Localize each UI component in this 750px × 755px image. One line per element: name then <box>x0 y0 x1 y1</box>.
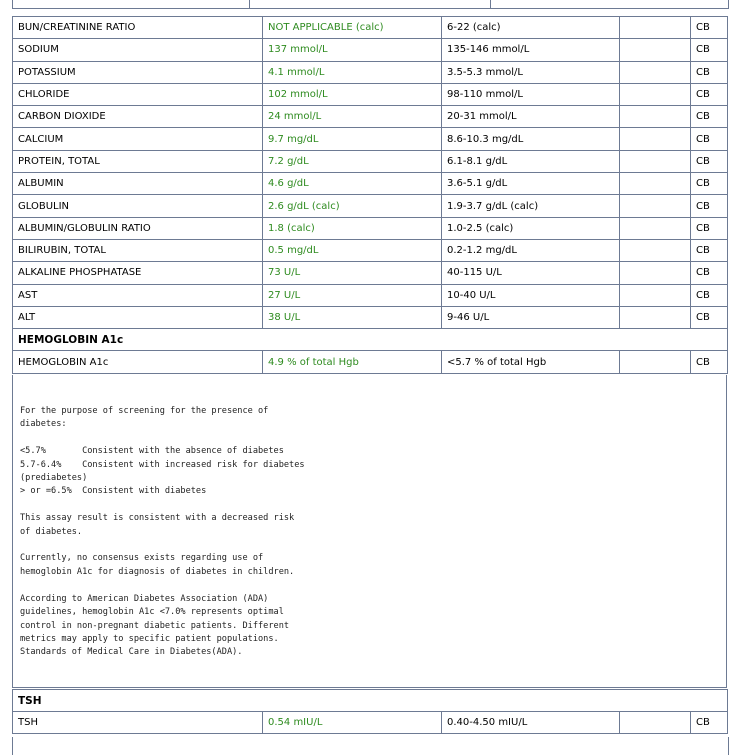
section-header-row <box>13 329 728 351</box>
flag-cell <box>620 351 691 373</box>
test-name: ALBUMIN <box>13 173 263 195</box>
table-row <box>13 351 728 373</box>
test-name: BUN/CREATININE RATIO <box>13 17 263 39</box>
test-name: ALKALINE PHOSPHATASE <box>13 262 263 284</box>
flag-cell <box>620 284 691 306</box>
reference-range: 135-146 mmol/L <box>442 39 620 61</box>
result-value: 4.1 mmol/L <box>263 61 442 83</box>
reference-range: 6.1-8.1 g/dL <box>442 150 620 172</box>
chemistry-results-table <box>12 16 728 374</box>
test-name: CHLORIDE <box>13 83 263 105</box>
flag-cell <box>620 712 691 734</box>
result-value: 38 U/L <box>263 306 442 328</box>
reference-range: 0.2-1.2 mg/dL <box>442 239 620 261</box>
reference-range: 6-22 (calc) <box>442 17 620 39</box>
result-value: 0.54 mIU/L <box>263 712 442 734</box>
lab-code: CB <box>691 17 728 39</box>
test-name: GLOBULIN <box>13 195 263 217</box>
table-row <box>13 17 728 39</box>
test-name: SODIUM <box>13 39 263 61</box>
hba1c-comment-box <box>12 375 727 688</box>
table-row <box>13 128 728 150</box>
section-title-tsh: TSH <box>13 690 728 712</box>
table-row <box>13 106 728 128</box>
result-value: 27 U/L <box>263 284 442 306</box>
lab-code: CB <box>691 83 728 105</box>
flag-cell <box>620 173 691 195</box>
reference-range: 8.6-10.3 mg/dL <box>442 128 620 150</box>
reference-range: 9-46 U/L <box>442 306 620 328</box>
next-section-remnant <box>12 737 729 755</box>
test-name: TSH <box>13 712 263 734</box>
test-name: HEMOGLOBIN A1c <box>13 351 263 373</box>
flag-cell <box>620 17 691 39</box>
result-value: 102 mmol/L <box>263 83 442 105</box>
section-header-row <box>13 690 728 712</box>
lab-code: CB <box>691 106 728 128</box>
section-title-hba1c: HEMOGLOBIN A1c <box>13 329 728 351</box>
result-value: NOT APPLICABLE (calc) <box>263 17 442 39</box>
column-divider <box>249 0 250 8</box>
lab-code: CB <box>691 61 728 83</box>
test-name: ALT <box>13 306 263 328</box>
result-value: 7.2 g/dL <box>263 150 442 172</box>
lab-code: CB <box>691 239 728 261</box>
result-value: 24 mmol/L <box>263 106 442 128</box>
result-value: 9.7 mg/dL <box>263 128 442 150</box>
flag-cell <box>620 195 691 217</box>
test-name: CARBON DIOXIDE <box>13 106 263 128</box>
chemistry-rows <box>13 17 728 329</box>
result-value: 4.6 g/dL <box>263 173 442 195</box>
lab-code: CB <box>691 217 728 239</box>
table-row <box>13 262 728 284</box>
flag-cell <box>620 217 691 239</box>
lab-code: CB <box>691 195 728 217</box>
reference-range: 1.9-3.7 g/dL (calc) <box>442 195 620 217</box>
reference-range: 20-31 mmol/L <box>442 106 620 128</box>
hba1c-section <box>13 329 728 374</box>
table-row <box>13 150 728 172</box>
lab-code: CB <box>691 351 728 373</box>
flag-cell <box>620 61 691 83</box>
test-name: BILIRUBIN, TOTAL <box>13 239 263 261</box>
lab-code: CB <box>691 712 728 734</box>
lab-code: CB <box>691 173 728 195</box>
reference-range: 98-110 mmol/L <box>442 83 620 105</box>
reference-range: 0.40-4.50 mIU/L <box>442 712 620 734</box>
result-value: 2.6 g/dL (calc) <box>263 195 442 217</box>
previous-row-remnant <box>12 0 729 9</box>
column-divider <box>490 0 491 8</box>
lab-code: CB <box>691 284 728 306</box>
result-value: 0.5 mg/dL <box>263 239 442 261</box>
result-value: 1.8 (calc) <box>263 217 442 239</box>
reference-range: 3.5-5.3 mmol/L <box>442 61 620 83</box>
table-row <box>13 712 728 734</box>
reference-range: 40-115 U/L <box>442 262 620 284</box>
flag-cell <box>620 39 691 61</box>
flag-cell <box>620 128 691 150</box>
table-row <box>13 173 728 195</box>
reference-range: <5.7 % of total Hgb <box>442 351 620 373</box>
table-row <box>13 306 728 328</box>
lab-code: CB <box>691 150 728 172</box>
result-value: 137 mmol/L <box>263 39 442 61</box>
flag-cell <box>620 106 691 128</box>
reference-range: 10-40 U/L <box>442 284 620 306</box>
hba1c-comment-text: For the purpose of screening for the presence of diabetes: <5.7% Consistent with the absence of diabetes 5.7-6.4% Consistent with increased risk for diabetes (prediabetes) > or =6.5% Consistent with diabetes This assay result is consistent with a decreased risk of diabetes. Currently, no consensus exists regarding use of hemoglobin A1c for diagnosis of diabetes in children. According to American Diabetes Association (ADA) guidelines, hemoglobin A1c <7.0% represents optimal control in non-pregnant diabetic patients. Different metrics may apply to specific patient populations. Standards of Medical Care in Diabetes(ADA). <box>20 406 305 658</box>
test-name: PROTEIN, TOTAL <box>13 150 263 172</box>
table-row <box>13 195 728 217</box>
reference-range: 1.0-2.5 (calc) <box>442 217 620 239</box>
result-value: 4.9 % of total Hgb <box>263 351 442 373</box>
lab-code: CB <box>691 306 728 328</box>
flag-cell <box>620 306 691 328</box>
table-row <box>13 239 728 261</box>
test-name: POTASSIUM <box>13 61 263 83</box>
test-name: CALCIUM <box>13 128 263 150</box>
flag-cell <box>620 150 691 172</box>
reference-range: 3.6-5.1 g/dL <box>442 173 620 195</box>
tsh-results-table <box>12 689 728 734</box>
lab-code: CB <box>691 128 728 150</box>
flag-cell <box>620 83 691 105</box>
table-row <box>13 39 728 61</box>
table-row <box>13 83 728 105</box>
test-name: AST <box>13 284 263 306</box>
flag-cell <box>620 262 691 284</box>
table-row <box>13 284 728 306</box>
test-name: ALBUMIN/GLOBULIN RATIO <box>13 217 263 239</box>
lab-code: CB <box>691 39 728 61</box>
result-value: 73 U/L <box>263 262 442 284</box>
lab-code: CB <box>691 262 728 284</box>
table-row <box>13 61 728 83</box>
flag-cell <box>620 239 691 261</box>
table-row <box>13 217 728 239</box>
